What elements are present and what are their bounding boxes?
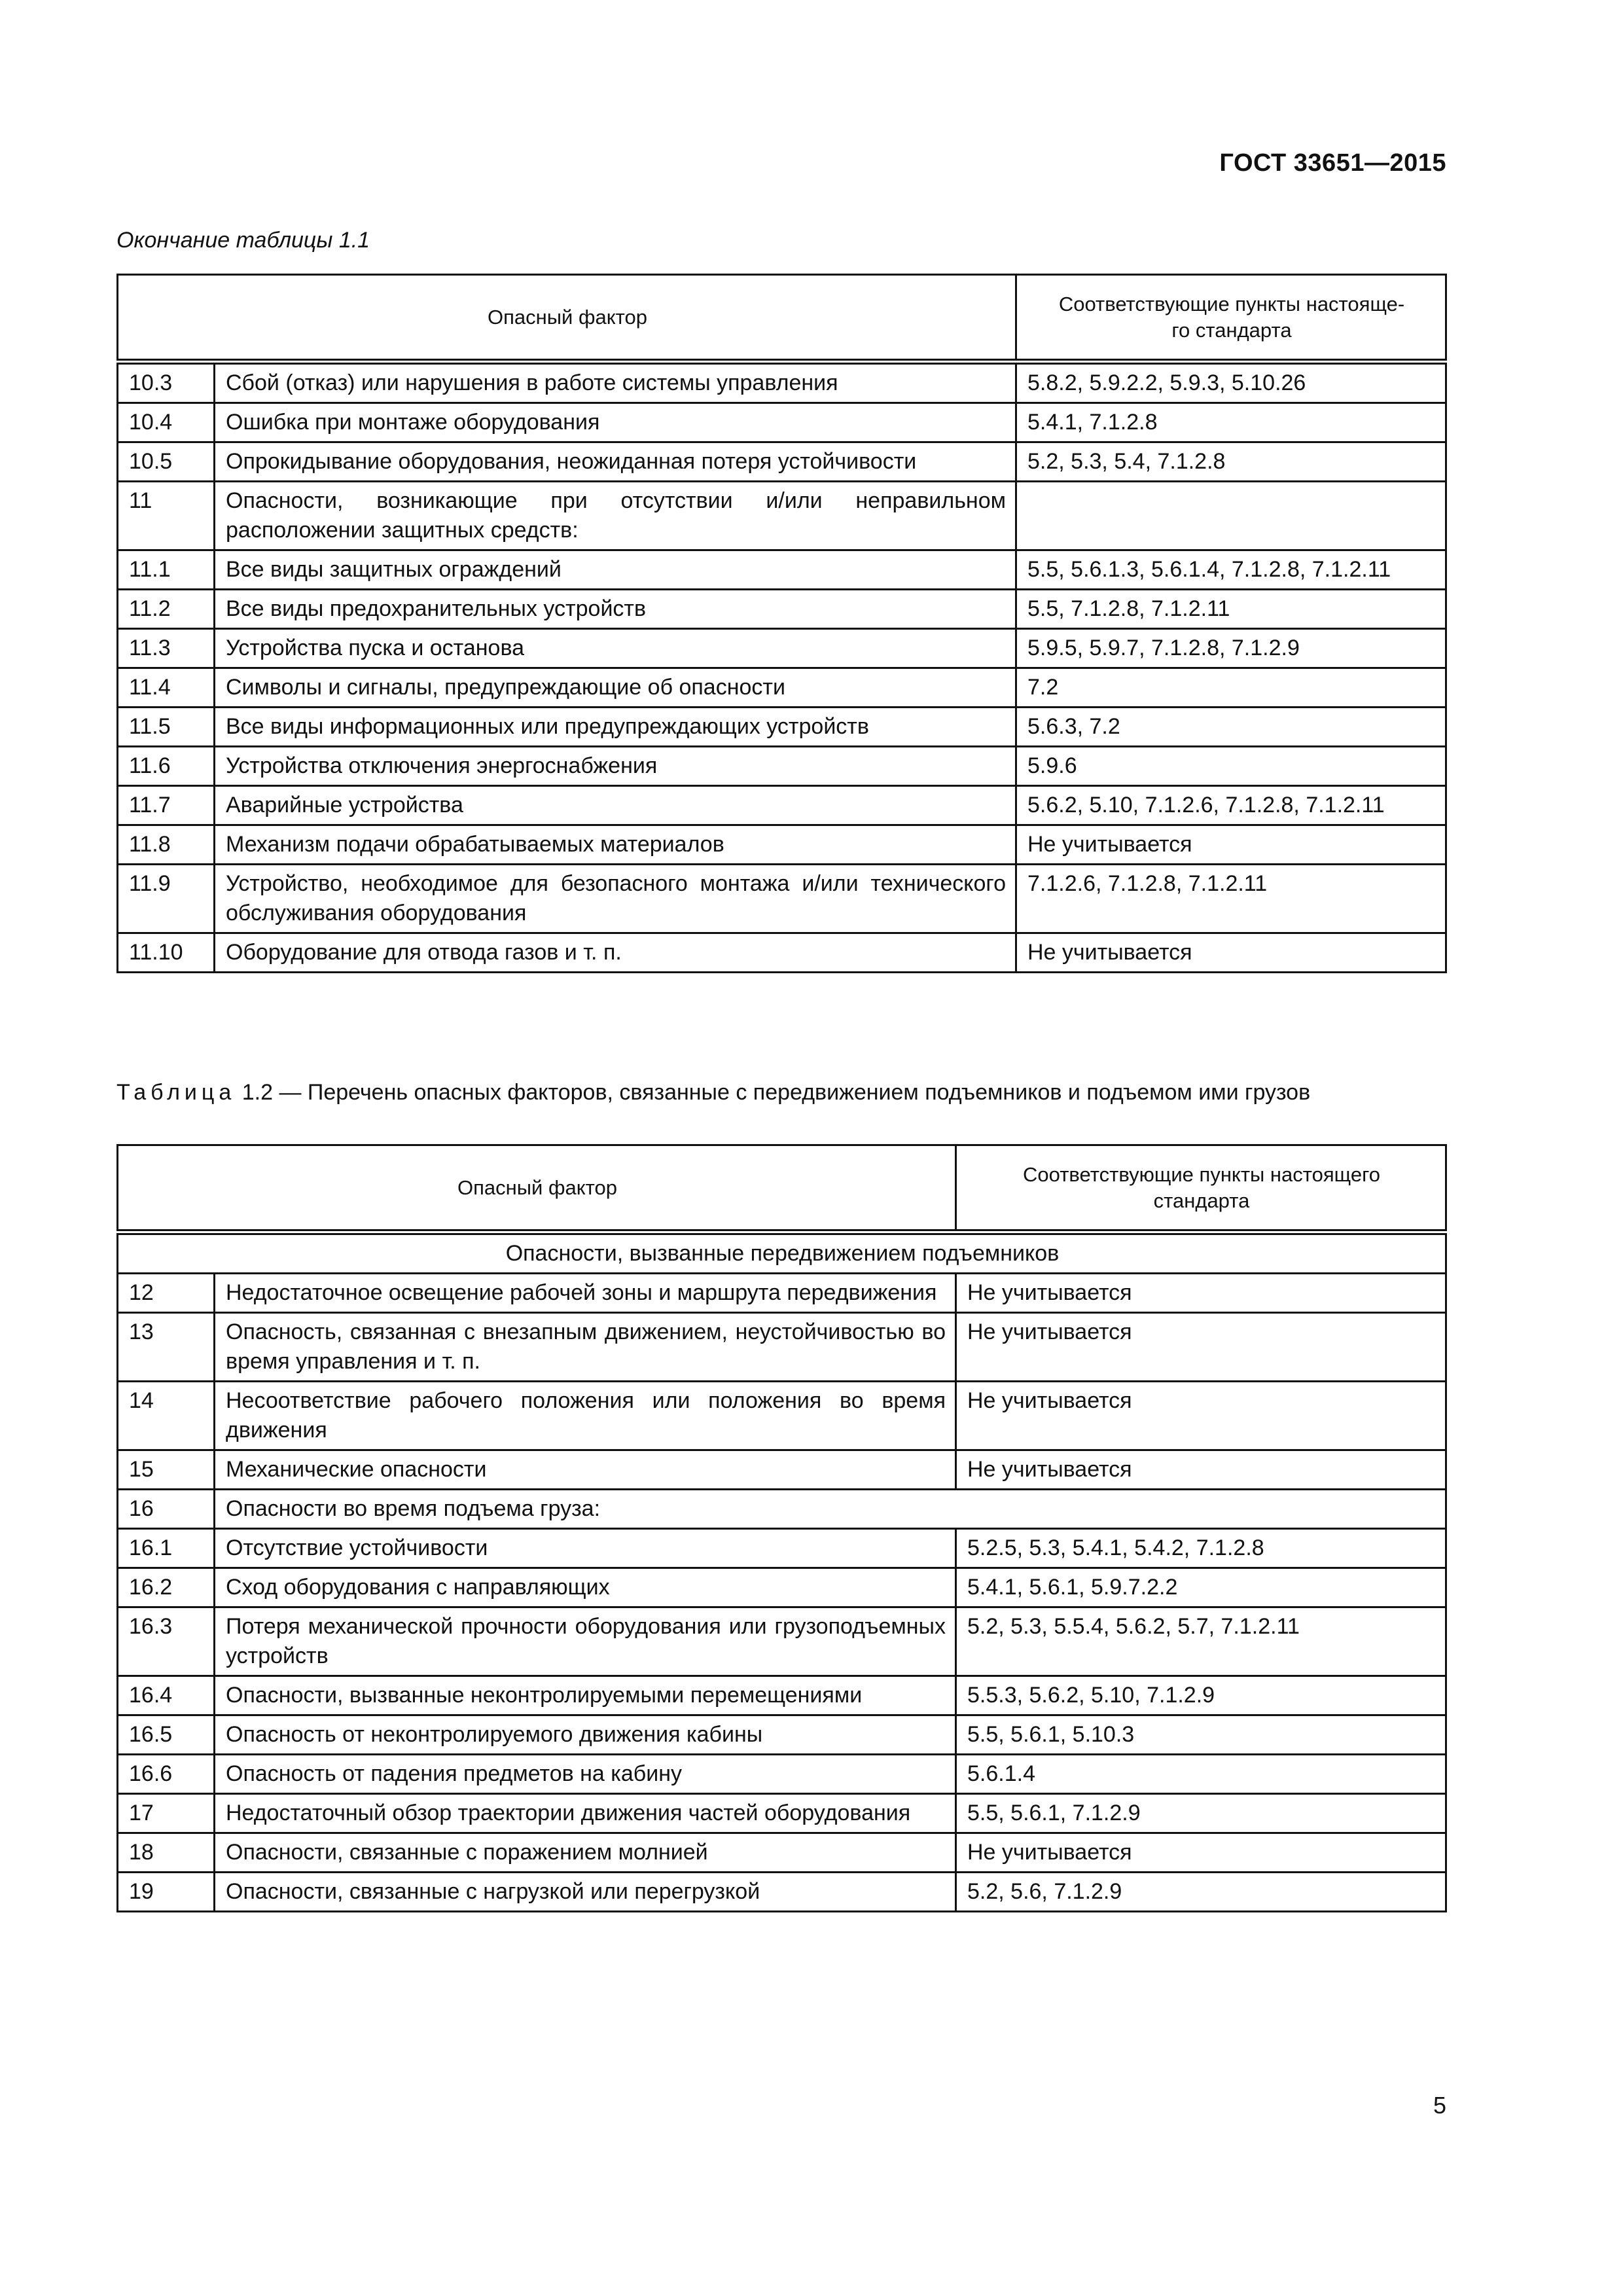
- table-row: [118, 1607, 1446, 1676]
- standard-points: 5.5, 5.6.1.3, 5.6.1.4, 7.1.2.8, 7.1.2.11: [1016, 550, 1446, 590]
- hazard-factor: Ошибка при монтаже оборудования: [215, 403, 1016, 442]
- row-number: 11.2: [118, 590, 215, 629]
- row-number: 11.3: [118, 629, 215, 668]
- row-number: 11.10: [118, 933, 215, 973]
- standard-points: Не учитывается: [1016, 933, 1446, 973]
- table-row: [118, 1274, 1446, 1313]
- row-number: 16.3: [118, 1607, 215, 1676]
- table2-section-title: Опасности, вызванные передвижением подъемников: [118, 1232, 1446, 1274]
- table2-header-points: Соответствующие пункты настоящего стандарта: [956, 1145, 1446, 1232]
- table-row: [118, 1676, 1446, 1715]
- standard-points: Не учитывается: [956, 1450, 1446, 1490]
- table-row: [118, 362, 1446, 403]
- table2-caption-label: Таблица: [116, 1080, 236, 1105]
- table2-caption-text: 1.2 — Перечень опасных факторов, связанные с передвижением подъемников и подъемом ими грузов: [236, 1080, 1311, 1105]
- table-row: [118, 865, 1446, 933]
- row-number: 10.4: [118, 403, 215, 442]
- row-number: 12: [118, 1274, 215, 1313]
- table-row: [118, 482, 1446, 550]
- standard-points: 5.4.1, 7.1.2.8: [1016, 403, 1446, 442]
- table-row: [118, 1382, 1446, 1450]
- standard-points: 5.4.1, 5.6.1, 5.9.7.2.2: [956, 1568, 1446, 1607]
- hazard-factor: Опасность от неконтролируемого движения кабины: [215, 1715, 956, 1755]
- table-row: [118, 1568, 1446, 1607]
- hazard-factor: Недостаточное освещение рабочей зоны и маршрута передвижения: [215, 1274, 956, 1313]
- hazard-factor: Устройства пуска и останова: [215, 629, 1016, 668]
- standard-points: Не учитывается: [956, 1274, 1446, 1313]
- row-number: 11.6: [118, 747, 215, 786]
- document-code: ГОСТ 33651—2015: [1219, 149, 1446, 177]
- standard-points: 5.5, 5.6.1, 5.10.3: [956, 1715, 1446, 1755]
- row-number: 10.3: [118, 362, 215, 403]
- hazard-factor: Недостаточный обзор траектории движения частей оборудования: [215, 1794, 956, 1833]
- standard-points: 5.2, 5.6, 7.1.2.9: [956, 1873, 1446, 1912]
- hazard-factor: Опасности, связанные с нагрузкой или перегрузкой: [215, 1873, 956, 1912]
- standard-points: 5.6.3, 7.2: [1016, 708, 1446, 747]
- table-row: [118, 1450, 1446, 1490]
- table2-caption: [116, 1080, 1310, 1105]
- table-row: [118, 1794, 1446, 1833]
- standard-points: 5.2.5, 5.3, 5.4.1, 5.4.2, 7.1.2.8: [956, 1529, 1446, 1568]
- standard-points: 5.5.3, 5.6.2, 5.10, 7.1.2.9: [956, 1676, 1446, 1715]
- standard-points: 7.2: [1016, 668, 1446, 708]
- standard-points: 5.9.5, 5.9.7, 7.1.2.8, 7.1.2.9: [1016, 629, 1446, 668]
- table1-header-points: Соответствующие пункты настояще- го стандарта: [1016, 275, 1446, 362]
- row-number: 16.4: [118, 1676, 215, 1715]
- hazard-factor: Механические опасности: [215, 1450, 956, 1490]
- row-number: 19: [118, 1873, 215, 1912]
- row-number: 16.2: [118, 1568, 215, 1607]
- table-row: [118, 708, 1446, 747]
- table-row: [118, 668, 1446, 708]
- row-number: 11.1: [118, 550, 215, 590]
- row-number: 11.4: [118, 668, 215, 708]
- table-row: [118, 1529, 1446, 1568]
- hazard-factor: Опрокидывание оборудования, неожиданная потеря устойчивости: [215, 442, 1016, 482]
- hazard-factor: Несоответствие рабочего положения или положения во время движения: [215, 1382, 956, 1450]
- row-number: 17: [118, 1794, 215, 1833]
- hazard-factor: Сход оборудования с направляющих: [215, 1568, 956, 1607]
- table-1-2: [116, 1144, 1447, 1912]
- hazard-factor: Все виды защитных ограждений: [215, 550, 1016, 590]
- row-number: 11.7: [118, 786, 215, 825]
- row-number: 11.5: [118, 708, 215, 747]
- hazard-factor: Механизм подачи обрабатываемых материалов: [215, 825, 1016, 865]
- row-number: 16.5: [118, 1715, 215, 1755]
- table-row: [118, 825, 1446, 865]
- standard-points: 5.5, 7.1.2.8, 7.1.2.11: [1016, 590, 1446, 629]
- standard-points: Не учитывается: [956, 1833, 1446, 1873]
- table-1-1: [116, 274, 1447, 973]
- table-row: [118, 786, 1446, 825]
- row-number: 13: [118, 1313, 215, 1382]
- table-row: [118, 590, 1446, 629]
- table1-header-factor: Опасный фактор: [118, 275, 1016, 362]
- row-number: 14: [118, 1382, 215, 1450]
- hazard-factor: Опасности во время подъема груза:: [215, 1490, 1446, 1529]
- standard-points: Не учитывается: [956, 1382, 1446, 1450]
- hazard-factor: Опасности, вызванные неконтролируемыми перемещениями: [215, 1676, 956, 1715]
- hazard-factor: Все виды предохранительных устройств: [215, 590, 1016, 629]
- table-row: [118, 933, 1446, 973]
- row-number: 16.6: [118, 1755, 215, 1794]
- table-row: [118, 1833, 1446, 1873]
- table-row: [118, 1755, 1446, 1794]
- hazard-factor: Опасности, возникающие при отсутствии и/или неправильном расположении защитных средств:: [215, 482, 1016, 550]
- table-row: [118, 747, 1446, 786]
- hazard-factor: Отсутствие устойчивости: [215, 1529, 956, 1568]
- page-number: 5: [1433, 2092, 1446, 2119]
- hazard-factor: Оборудование для отвода газов и т. п.: [215, 933, 1016, 973]
- standard-points: Не учитывается: [1016, 825, 1446, 865]
- standard-points: 5.9.6: [1016, 747, 1446, 786]
- standard-points: 5.5, 5.6.1, 7.1.2.9: [956, 1794, 1446, 1833]
- standard-points: 5.2, 5.3, 5.5.4, 5.6.2, 5.7, 7.1.2.11: [956, 1607, 1446, 1676]
- standard-points: Не учитывается: [956, 1313, 1446, 1382]
- hazard-factor: Опасности, связанные с поражением молнией: [215, 1833, 956, 1873]
- table-row: [118, 550, 1446, 590]
- table-row: [118, 1313, 1446, 1382]
- hazard-factor: Опасность, связанная с внезапным движением, неустойчивостью во время управления и т. п.: [215, 1313, 956, 1382]
- standard-points: 5.6.2, 5.10, 7.1.2.6, 7.1.2.8, 7.1.2.11: [1016, 786, 1446, 825]
- hazard-factor: Все виды информационных или предупреждающих устройств: [215, 708, 1016, 747]
- hazard-factor: Устройство, необходимое для безопасного монтажа и/или технического обслуживания оборудования: [215, 865, 1016, 933]
- table-row: [118, 629, 1446, 668]
- row-number: 10.5: [118, 442, 215, 482]
- hazard-factor: Аварийные устройства: [215, 786, 1016, 825]
- table-row: [118, 1715, 1446, 1755]
- table2-header-factor: Опасный фактор: [118, 1145, 956, 1232]
- standard-points: 5.8.2, 5.9.2.2, 5.9.3, 5.10.26: [1016, 362, 1446, 403]
- row-number: 11.8: [118, 825, 215, 865]
- standard-points: [1016, 482, 1446, 550]
- hazard-factor: Потеря механической прочности оборудования или грузоподъемных устройств: [215, 1607, 956, 1676]
- table-row: [118, 1873, 1446, 1912]
- standard-points: 5.2, 5.3, 5.4, 7.1.2.8: [1016, 442, 1446, 482]
- row-number: 15: [118, 1450, 215, 1490]
- row-number: 16: [118, 1490, 215, 1529]
- table-row: [118, 442, 1446, 482]
- hazard-factor: Сбой (отказ) или нарушения в работе системы управления: [215, 362, 1016, 403]
- table1-caption: Окончание таблицы 1.1: [116, 228, 370, 253]
- hazard-factor: Устройства отключения энергоснабжения: [215, 747, 1016, 786]
- hazard-factor: Опасность от падения предметов на кабину: [215, 1755, 956, 1794]
- row-number: 11: [118, 482, 215, 550]
- standard-points: 5.6.1.4: [956, 1755, 1446, 1794]
- table-row: [118, 403, 1446, 442]
- row-number: 18: [118, 1833, 215, 1873]
- row-number: 11.9: [118, 865, 215, 933]
- hazard-factor: Символы и сигналы, предупреждающие об опасности: [215, 668, 1016, 708]
- table-row: [118, 1490, 1446, 1529]
- standard-points: 7.1.2.6, 7.1.2.8, 7.1.2.11: [1016, 865, 1446, 933]
- row-number: 16.1: [118, 1529, 215, 1568]
